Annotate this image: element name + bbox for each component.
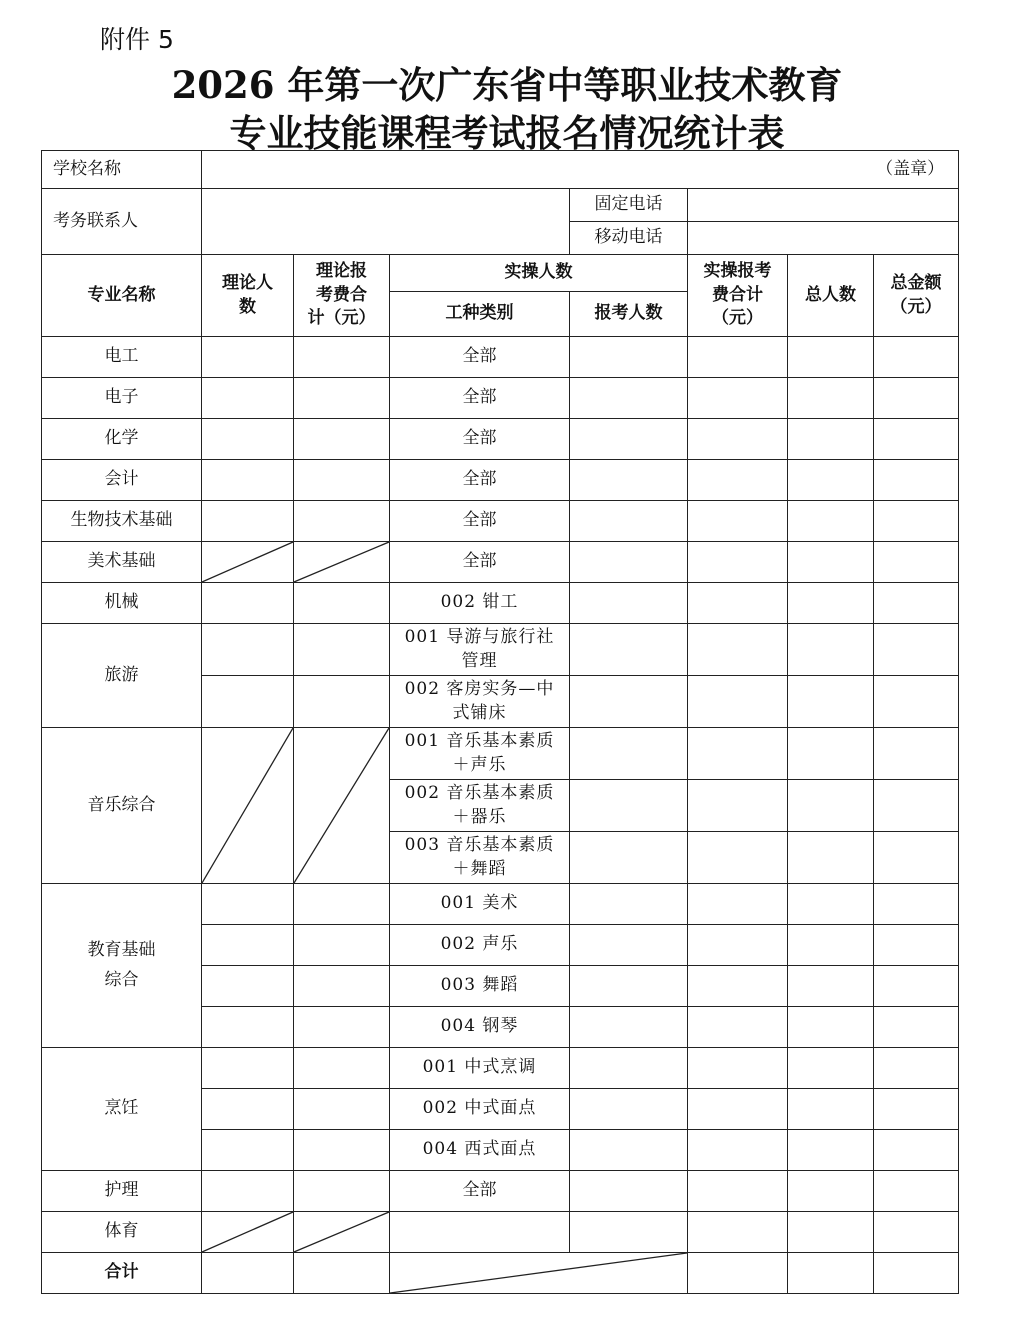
input-cell[interactable] <box>570 542 688 583</box>
input-cell[interactable] <box>294 419 390 460</box>
crossed-cell <box>202 542 294 583</box>
input-cell[interactable] <box>202 624 294 676</box>
input-cell[interactable] <box>688 884 788 925</box>
input-cell[interactable] <box>570 676 688 728</box>
total-row-label: 合计 <box>42 1253 202 1294</box>
input-cell[interactable] <box>202 419 294 460</box>
input-cell[interactable] <box>788 728 874 780</box>
input-cell[interactable] <box>202 1007 294 1048</box>
fixed-phone-label: 固定电话 <box>570 189 688 222</box>
work-type: 全部 <box>390 337 570 378</box>
input-cell[interactable] <box>688 1089 788 1130</box>
input-cell[interactable] <box>294 337 390 378</box>
header-text: 实操报考 <box>703 260 772 281</box>
input-cell[interactable] <box>570 1212 688 1253</box>
work-type-line: 001 导游与旅行社 <box>404 626 555 647</box>
work-type: 002 钳工 <box>390 583 570 624</box>
header-text: 计（元） <box>307 308 376 329</box>
input-cell[interactable] <box>874 1130 959 1171</box>
input-cell[interactable] <box>874 1253 959 1294</box>
input-cell[interactable] <box>788 337 874 378</box>
crossed-cell <box>390 1253 688 1294</box>
input-cell[interactable] <box>294 583 390 624</box>
input-cell[interactable] <box>570 728 688 780</box>
major-name: 电工 <box>42 337 202 378</box>
work-type-line: 002 客房实务—中 <box>404 678 555 699</box>
work-type: 001 美术 <box>390 884 570 925</box>
header-practical-count: 实操人数 <box>390 255 688 292</box>
major-name: 电子 <box>42 378 202 419</box>
input-cell[interactable] <box>874 832 959 884</box>
work-type: 004 钢琴 <box>390 1007 570 1048</box>
header-theory-count <box>202 255 294 337</box>
input-cell[interactable] <box>688 1130 788 1171</box>
input-cell[interactable] <box>788 925 874 966</box>
input-cell[interactable] <box>294 1130 390 1171</box>
work-type: 全部 <box>390 1171 570 1212</box>
work-type: 002 中式面点 <box>390 1089 570 1130</box>
major-name: 音乐综合 <box>42 728 202 884</box>
input-cell[interactable] <box>202 337 294 378</box>
input-cell[interactable] <box>688 583 788 624</box>
header-total-people: 总人数 <box>788 255 874 337</box>
input-cell[interactable] <box>788 460 874 501</box>
input-cell[interactable] <box>874 1089 959 1130</box>
input-cell[interactable] <box>874 378 959 419</box>
input-cell[interactable] <box>294 1253 390 1294</box>
work-type: 004 西式面点 <box>390 1130 570 1171</box>
input-cell[interactable] <box>688 832 788 884</box>
input-cell[interactable] <box>570 378 688 419</box>
input-cell[interactable] <box>788 419 874 460</box>
fixed-phone-field[interactable] <box>688 189 959 222</box>
work-type: 002 声乐 <box>390 925 570 966</box>
input-cell[interactable] <box>788 1089 874 1130</box>
header-text: （元） <box>890 296 942 317</box>
work-type-line: 管理 <box>461 650 498 671</box>
input-cell[interactable] <box>294 460 390 501</box>
input-cell[interactable] <box>202 1253 294 1294</box>
header-major: 专业名称 <box>42 255 202 337</box>
input-cell[interactable] <box>688 1171 788 1212</box>
input-cell[interactable] <box>202 501 294 542</box>
input-cell[interactable] <box>874 884 959 925</box>
header-text: 理论人 <box>222 272 273 293</box>
input-cell[interactable] <box>570 1089 688 1130</box>
seal-label: （盖章） <box>876 158 945 179</box>
input-cell[interactable] <box>874 542 959 583</box>
work-type: 001 中式烹调 <box>390 1048 570 1089</box>
input-cell[interactable] <box>570 460 688 501</box>
input-cell[interactable] <box>788 1171 874 1212</box>
input-cell[interactable] <box>570 1130 688 1171</box>
input-cell[interactable] <box>570 583 688 624</box>
work-type <box>390 728 570 780</box>
input-cell[interactable] <box>294 966 390 1007</box>
input-cell[interactable] <box>688 966 788 1007</box>
input-cell[interactable] <box>788 624 874 676</box>
major-name: 生物技术基础 <box>42 501 202 542</box>
input-cell[interactable] <box>788 832 874 884</box>
input-cell[interactable] <box>788 542 874 583</box>
input-cell[interactable] <box>688 460 788 501</box>
work-type: 全部 <box>390 542 570 583</box>
mobile-phone-field[interactable] <box>688 222 959 255</box>
work-type-line: ＋声乐 <box>452 754 507 775</box>
input-cell[interactable] <box>874 925 959 966</box>
input-cell[interactable] <box>202 676 294 728</box>
work-type-line: 002 音乐基本素质 <box>404 782 555 803</box>
input-cell[interactable] <box>874 583 959 624</box>
input-cell[interactable] <box>688 1007 788 1048</box>
input-cell[interactable] <box>788 1048 874 1089</box>
input-cell[interactable] <box>874 676 959 728</box>
header-text: （元） <box>712 308 763 329</box>
crossed-cell <box>294 728 390 884</box>
input-cell[interactable] <box>570 1171 688 1212</box>
input-cell[interactable] <box>874 966 959 1007</box>
header-text: 费合计 <box>712 284 763 305</box>
input-cell[interactable] <box>788 1130 874 1171</box>
input-cell[interactable] <box>688 378 788 419</box>
major-name: 体育 <box>42 1212 202 1253</box>
crossed-cell <box>202 1212 294 1253</box>
input-cell[interactable] <box>788 1253 874 1294</box>
contact-person-field[interactable] <box>202 189 570 255</box>
header-text: 理论报 <box>316 260 367 281</box>
page-title-line1: 2026 年第一次广东省中等职业技术教育 <box>171 63 843 107</box>
input-cell[interactable] <box>788 1212 874 1253</box>
input-cell[interactable] <box>874 460 959 501</box>
input-cell[interactable] <box>688 419 788 460</box>
contact-person-label: 考务联系人 <box>42 189 202 255</box>
major-name-line: 综合 <box>104 969 139 990</box>
input-cell[interactable] <box>202 583 294 624</box>
header-text: 考费合 <box>316 284 367 305</box>
header-applicants: 报考人数 <box>570 292 688 337</box>
input-cell[interactable] <box>788 501 874 542</box>
work-type <box>390 780 570 832</box>
input-cell[interactable] <box>570 419 688 460</box>
input-cell[interactable] <box>688 925 788 966</box>
input-cell[interactable] <box>788 966 874 1007</box>
input-cell[interactable] <box>294 624 390 676</box>
work-type <box>390 832 570 884</box>
input-cell[interactable] <box>390 1212 570 1253</box>
input-cell[interactable] <box>202 1089 294 1130</box>
input-cell[interactable] <box>688 780 788 832</box>
input-cell[interactable] <box>688 1253 788 1294</box>
input-cell[interactable] <box>570 966 688 1007</box>
work-type-line: 003 音乐基本素质 <box>404 834 555 855</box>
header-text: 总金额 <box>890 272 942 293</box>
input-cell[interactable] <box>788 780 874 832</box>
major-name: 烹饪 <box>42 1048 202 1171</box>
input-cell[interactable] <box>874 1212 959 1253</box>
input-cell[interactable] <box>570 337 688 378</box>
input-cell[interactable] <box>202 1130 294 1171</box>
major-name: 旅游 <box>42 624 202 728</box>
input-cell[interactable] <box>294 1089 390 1130</box>
input-cell[interactable] <box>688 501 788 542</box>
input-cell[interactable] <box>294 1171 390 1212</box>
input-cell[interactable] <box>202 378 294 419</box>
crossed-cell <box>294 1212 390 1253</box>
header-total-amount <box>874 255 959 337</box>
input-cell[interactable] <box>294 1007 390 1048</box>
input-cell[interactable] <box>788 884 874 925</box>
input-cell[interactable] <box>874 1048 959 1089</box>
work-type <box>390 676 570 728</box>
input-cell[interactable] <box>874 624 959 676</box>
input-cell[interactable] <box>570 1048 688 1089</box>
input-cell[interactable] <box>788 676 874 728</box>
input-cell[interactable] <box>874 780 959 832</box>
input-cell[interactable] <box>688 624 788 676</box>
input-cell[interactable] <box>294 378 390 419</box>
work-type: 003 舞蹈 <box>390 966 570 1007</box>
input-cell[interactable] <box>874 501 959 542</box>
major-name: 美术基础 <box>42 542 202 583</box>
input-cell[interactable] <box>874 1007 959 1048</box>
header-practical-fee <box>688 255 788 337</box>
major-name-line: 教育基础 <box>87 939 156 960</box>
mobile-phone-label: 移动电话 <box>570 222 688 255</box>
major-name: 会计 <box>42 460 202 501</box>
crossed-cell <box>294 542 390 583</box>
input-cell[interactable] <box>788 1007 874 1048</box>
input-cell[interactable] <box>294 925 390 966</box>
input-cell[interactable] <box>570 1007 688 1048</box>
work-type-line: ＋器乐 <box>452 806 507 827</box>
input-cell[interactable] <box>874 728 959 780</box>
input-cell[interactable] <box>788 583 874 624</box>
input-cell[interactable] <box>202 1171 294 1212</box>
registration-statistics-table <box>41 150 959 1294</box>
input-cell[interactable] <box>294 884 390 925</box>
input-cell[interactable] <box>688 542 788 583</box>
input-cell[interactable] <box>202 460 294 501</box>
major-name <box>42 884 202 1048</box>
work-type: 全部 <box>390 460 570 501</box>
input-cell[interactable] <box>294 501 390 542</box>
crossed-cell <box>202 728 294 884</box>
input-cell[interactable] <box>570 884 688 925</box>
work-type <box>390 624 570 676</box>
work-type: 全部 <box>390 419 570 460</box>
input-cell[interactable] <box>874 1171 959 1212</box>
input-cell[interactable] <box>202 1048 294 1089</box>
input-cell[interactable] <box>874 419 959 460</box>
input-cell[interactable] <box>688 337 788 378</box>
input-cell[interactable] <box>688 1048 788 1089</box>
input-cell[interactable] <box>570 780 688 832</box>
input-cell[interactable] <box>688 1212 788 1253</box>
input-cell[interactable] <box>570 832 688 884</box>
work-type-line: 式铺床 <box>452 702 507 723</box>
input-cell[interactable] <box>202 925 294 966</box>
input-cell[interactable] <box>202 966 294 1007</box>
input-cell[interactable] <box>294 1048 390 1089</box>
input-cell[interactable] <box>570 624 688 676</box>
input-cell[interactable] <box>570 925 688 966</box>
header-text: 数 <box>239 296 256 317</box>
header-theory-fee <box>294 255 390 337</box>
input-cell[interactable] <box>874 337 959 378</box>
major-name: 化学 <box>42 419 202 460</box>
input-cell[interactable] <box>294 676 390 728</box>
input-cell[interactable] <box>688 676 788 728</box>
input-cell[interactable] <box>788 378 874 419</box>
school-name-label: 学校名称 <box>42 151 202 189</box>
input-cell[interactable] <box>570 501 688 542</box>
work-type-line: ＋舞蹈 <box>452 858 507 879</box>
input-cell[interactable] <box>688 728 788 780</box>
work-type: 全部 <box>390 501 570 542</box>
major-name: 护理 <box>42 1171 202 1212</box>
attachment-label: 附件 5 <box>100 25 174 54</box>
header-work-type: 工种类别 <box>390 292 570 337</box>
major-name: 机械 <box>42 583 202 624</box>
school-name-field[interactable] <box>202 151 959 189</box>
page-title-line2: 专业技能课程考试报名情况统计表 <box>229 111 785 155</box>
input-cell[interactable] <box>202 884 294 925</box>
work-type-line: 001 音乐基本素质 <box>404 730 555 751</box>
work-type: 全部 <box>390 378 570 419</box>
